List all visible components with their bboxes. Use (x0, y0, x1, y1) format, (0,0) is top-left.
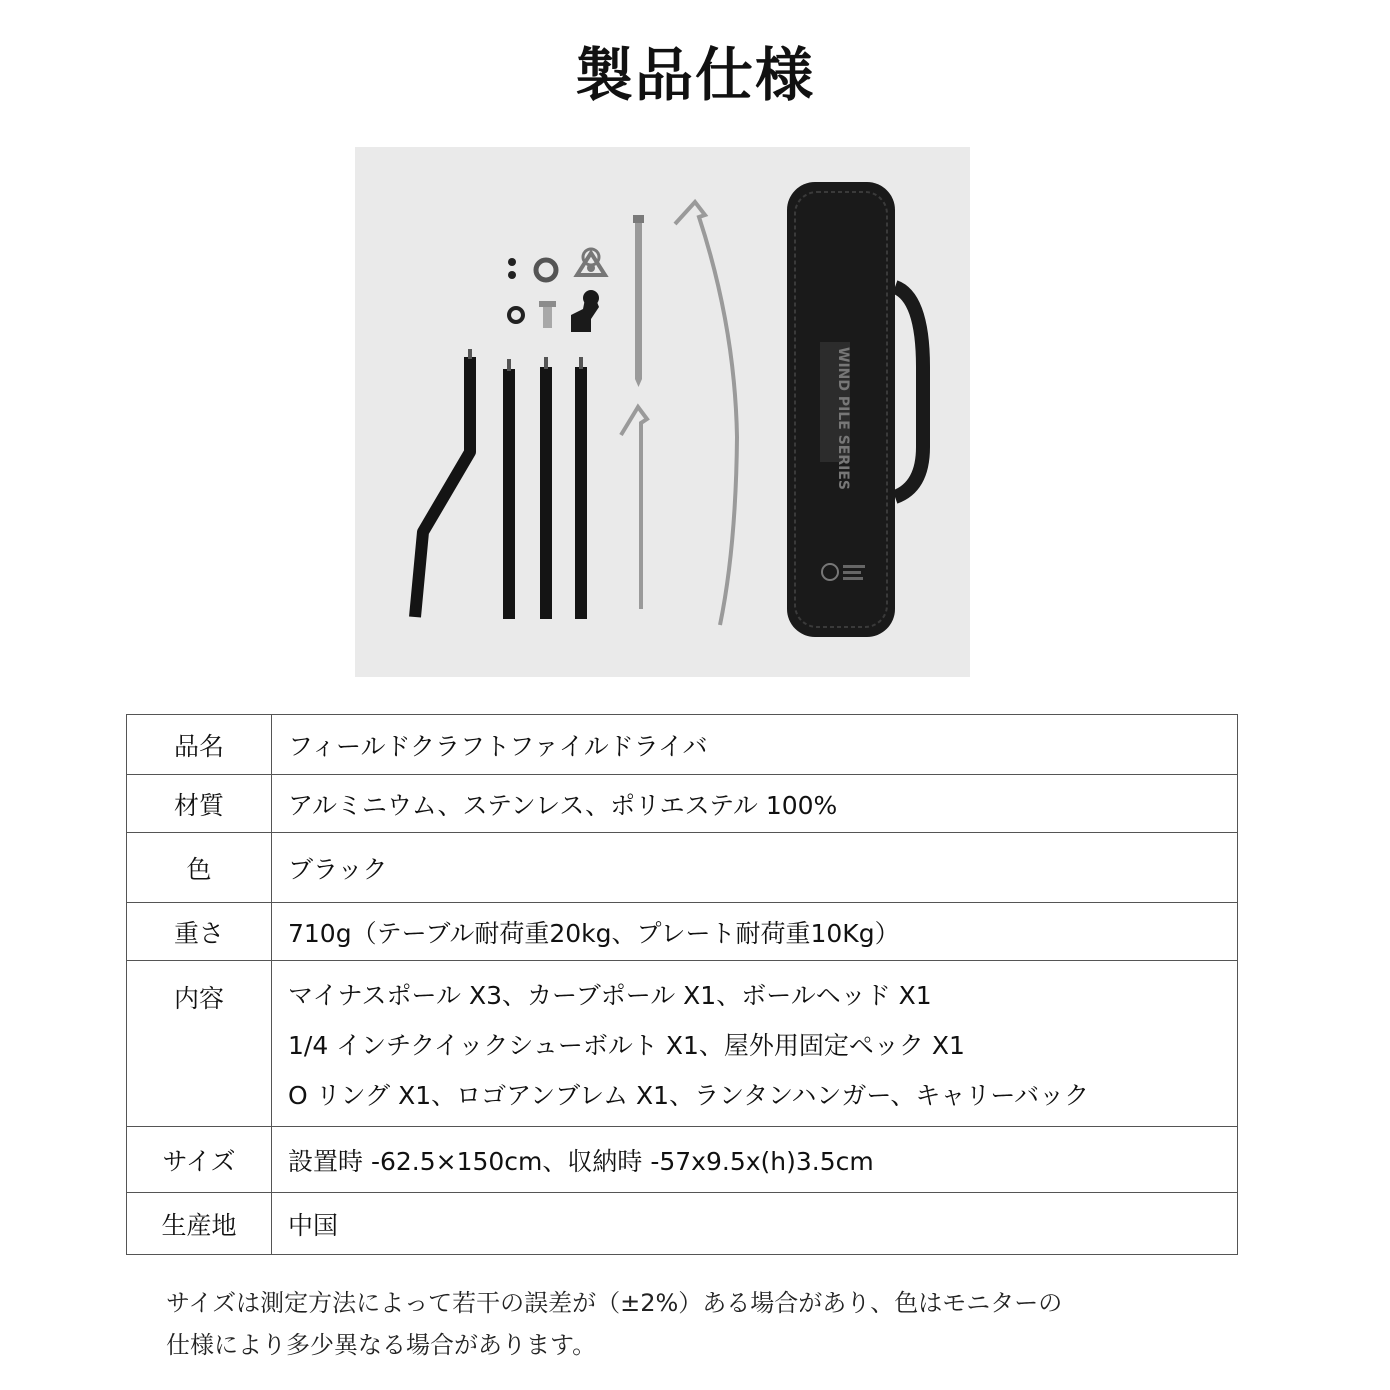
spec-row-material (127, 775, 1238, 833)
spec-value: 710g（テーブル耐荷重20kg、プレート耐荷重10Kg） (272, 903, 1238, 961)
spec-key: 色 (127, 833, 272, 903)
spec-table (126, 714, 1238, 1255)
spec-row-product-name (127, 715, 1238, 775)
product-photo (355, 147, 970, 677)
spec-key: 生産地 (127, 1193, 272, 1255)
spec-row-weight (127, 903, 1238, 961)
spec-key: 重さ (127, 903, 272, 961)
spec-value: ブラック (272, 833, 1238, 903)
spec-key: 材質 (127, 775, 272, 833)
spec-row-size (127, 1127, 1238, 1193)
spec-row-color (127, 833, 1238, 903)
note-line: 仕様により多少異なる場合があります。 (166, 1331, 597, 1359)
spec-value: アルミニウム、ステンレス、ポリエステル 100% (272, 775, 1238, 833)
spec-key: サイズ (127, 1127, 272, 1193)
disclaimer-note (166, 1282, 1266, 1366)
spec-key: 品名 (127, 715, 272, 775)
spec-value: 設置時 -62.5×150cm、収納時 -57x9.5x(h)3.5cm (272, 1127, 1238, 1193)
spec-value-line: 1/4 インチクイックシューボルト X1、屋外用固定ペック X1 (288, 1031, 965, 1060)
page-title: 製品仕様 (574, 41, 815, 109)
spec-value-line: O リング X1、ロゴアンブレム X1、ランタンハンガー、キャリーバック (288, 1081, 1090, 1110)
spec-key: 内容 (127, 961, 272, 1127)
spec-row-origin (127, 1193, 1238, 1255)
bag-label: WIND PILE SERIES (835, 347, 851, 490)
note-line: サイズは測定方法によって若干の誤差が（±2%）ある場合があり、色はモニターの (166, 1289, 1063, 1317)
spec-value: フィールドクラフトファイルドライバ (272, 715, 1238, 775)
spec-value: 中国 (272, 1193, 1238, 1255)
spec-value-line: マイナスポール X3、カーブポール X1、ボールヘッド X1 (288, 981, 932, 1010)
spec-row-contents (127, 961, 1238, 1127)
spec-value (272, 961, 1238, 1127)
